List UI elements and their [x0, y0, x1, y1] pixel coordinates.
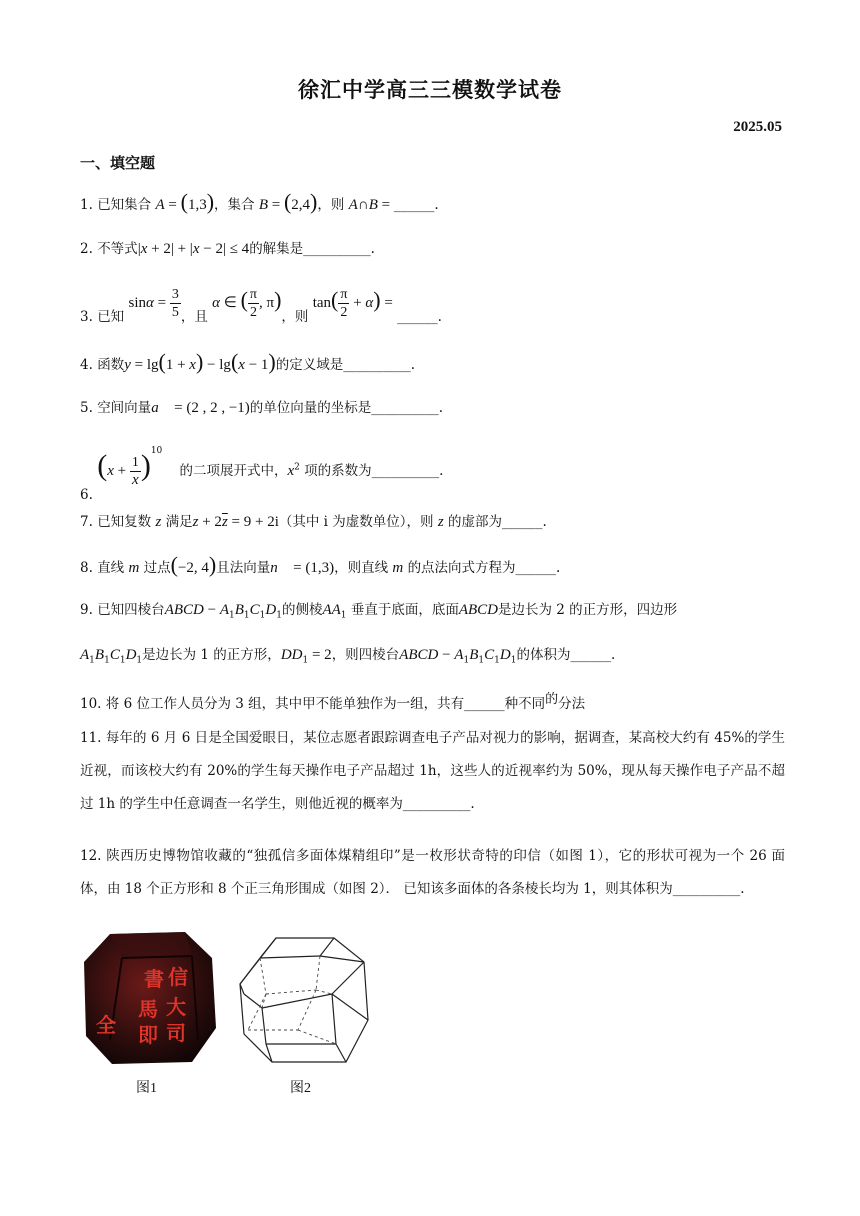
- section-heading: 一、填空题: [80, 154, 156, 172]
- question-7: 7. 已知复数 z 满足$z + 2\overline{z} = 9 + 2i$（其中 i 为虚数单位），则 z 的虚部为______.: [80, 514, 547, 530]
- page-title: 徐汇中学高三三模数学试卷: [298, 78, 562, 102]
- seal-char-6: 全: [96, 1013, 116, 1037]
- question-2: 2. 不等式|x + 2| + |x − 2| ≤ 4的解集是__________.: [80, 241, 375, 257]
- question-9: 9. 已知四棱台ABCD − $A_1B_1C_1D_1$的侧棱$AA_1$ 垂直于底面，底面ABCD是边长为 2 的正方形，四边形: [80, 602, 678, 621]
- figure-2-caption: 图2: [290, 1081, 311, 1096]
- seal-char-4: 馬: [138, 997, 158, 1021]
- question-9-line2: $A_1B_1C_1D_1$是边长为 1 的正方形，$DD_1 = 2$，则四棱台ABCD − $A_1B_1C_1D_1$的体积为______.: [80, 647, 616, 666]
- exam-date: 2025.05: [733, 119, 782, 135]
- seal-char-7: 即: [138, 1023, 158, 1047]
- seal-char-2: 信: [168, 965, 188, 989]
- question-3: 3. 已知 sinα = $\frac{3}{5}$ ，且 α ∈ ( $\frac{\pi}{2}$ , π)，则 tan( $\frac{\pi}{2}$ + α) = ______.: [80, 287, 442, 325]
- question-6: 6. (x + $\frac{1}{x}$ )$^{10}$ 的二项展开式中，$x^2$ 项的系数为__________.: [80, 446, 444, 503]
- question-4: 4. 函数y = lg(1 + x) − lg(x − 1)的定义域是__________.: [80, 349, 416, 374]
- seal-char-1: 書: [144, 967, 164, 991]
- question-10: 10. 将 6 位工作人员分为 3 组，其中甲不能单独作为一组，共有______种不同$^的$分法: [80, 692, 586, 712]
- question-5: 5. 空间向量a⃗ = (2 , 2 , −1)的单位向量的坐标是__________.: [80, 400, 444, 416]
- seal-char-3: 大: [166, 995, 186, 1019]
- seal-photo-figure: [80, 928, 220, 1068]
- question-11: 11. 每年的 6 月 6 日是全国爱眼日，某位志愿者跟踪调查电子产品对视力的影响，据调查，某高校大约有 45%的学生近视，而该校大约有 20%的学生每天操作电子产品超过 1h，这些人的近视率约为 50%，现从每天操作电子产品不超过 1h 的学生中任意调查一名学生，则他近视的概率为__________.: [80, 730, 785, 812]
- question-8: 8. 直线 m 过点(−2, 4)且法向量n⃗ = (1,3)，则直线 m 的点法向式方程为______.: [80, 552, 561, 577]
- question-12: 12. 陕西历史博物馆收藏的“独孤信多面体煤精组印”是一枚形状奇特的印信（如图 1），它的形状可视为一个 26 面体，由 18 个正方形和 8 个正三角形围成（如图 2）． 已知该多面体的各条棱长均为 1，则其体积为__________.: [80, 848, 785, 897]
- question-1: 1. 已知集合 A = (1,3)，集合 B = (2,4)，则 A∩B = ______.: [80, 189, 439, 214]
- seal-char-5: 司: [166, 1021, 186, 1045]
- polyhedron-diagram: [236, 934, 376, 1074]
- figure-1-caption: 图1: [136, 1081, 157, 1096]
